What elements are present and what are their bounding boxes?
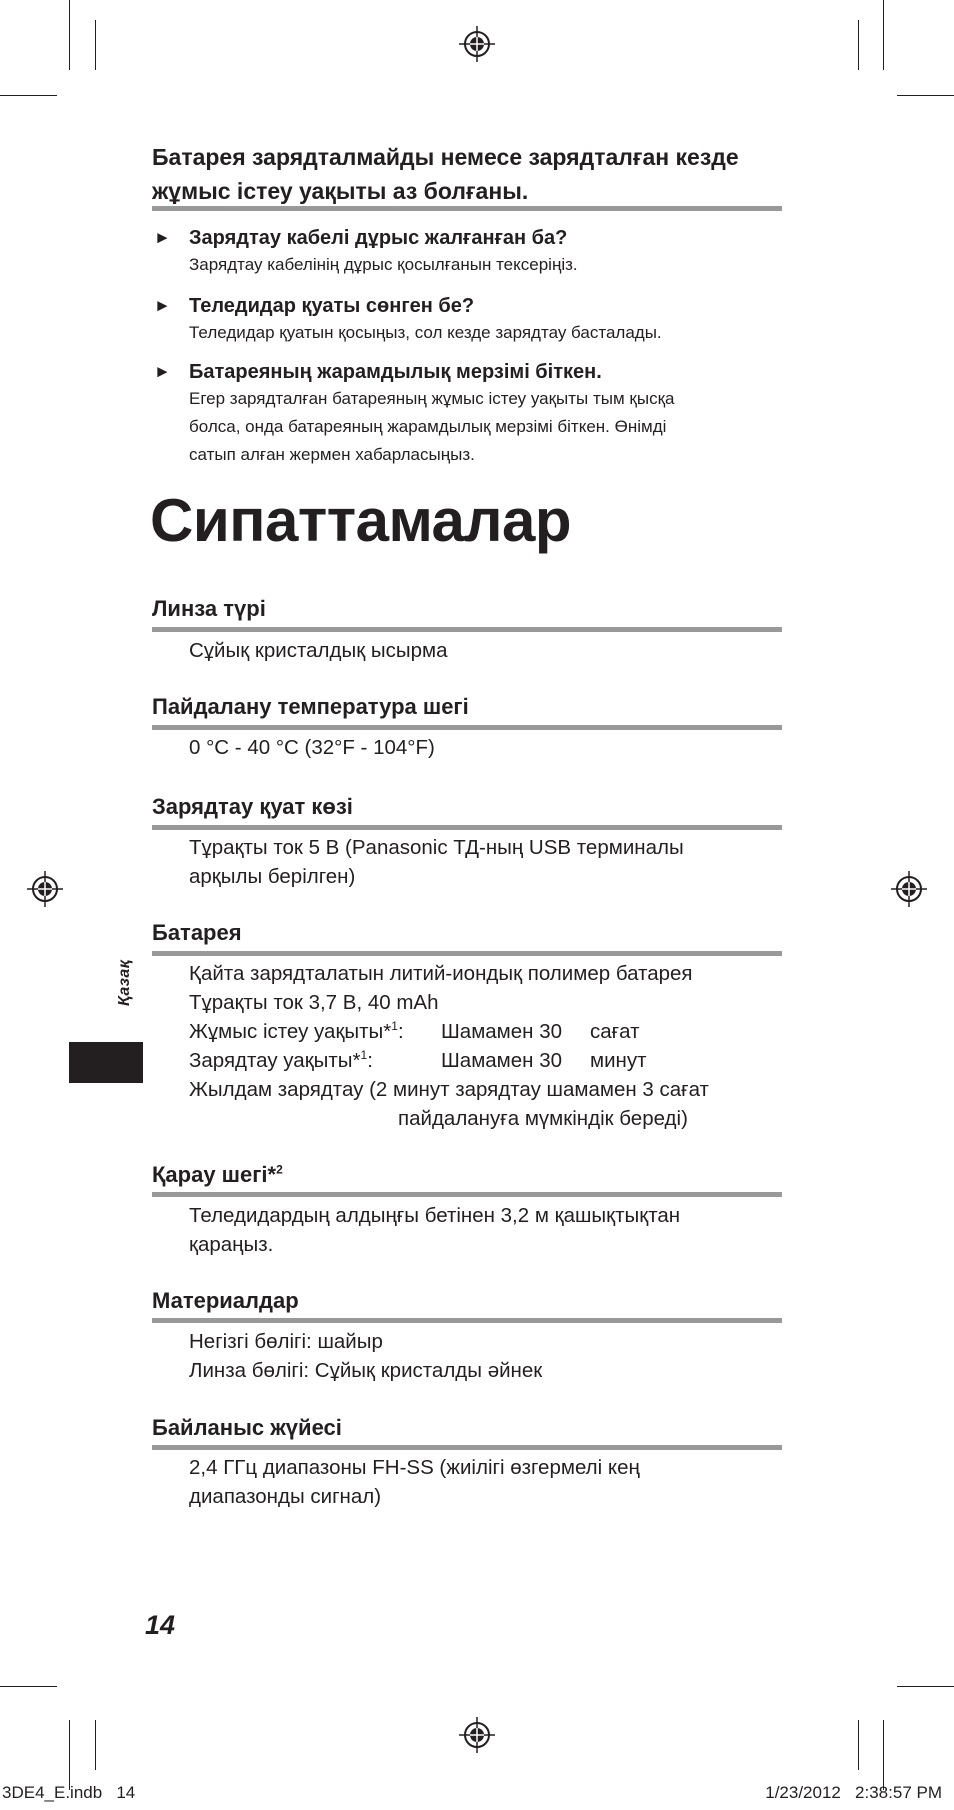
spec-row-value: Шамамен 30	[441, 1049, 562, 1072]
answer-line: Егер зарядталған батареяның жұмыс істеу уақыты тым қысқа	[189, 389, 675, 408]
spec-line: 2,4 ГГц диапазоны FH-SS (жиілігі өзгермелі кең	[189, 1456, 640, 1479]
question-answer: Теледидар қуатын қосыңыз, сол кезде зарядтау басталады.	[189, 323, 662, 342]
footnote-ref: 2	[276, 1162, 283, 1177]
spec-line: Қайта зарядталатын литий-иондық полимер батарея	[189, 962, 693, 985]
language-tab	[69, 1042, 143, 1083]
spec-line: диапазонды сигнал)	[189, 1485, 382, 1508]
language-tab-label: Қазақ	[116, 959, 133, 1006]
spec-row-colon: :	[397, 1020, 404, 1043]
spec-line: Сұйық кристалдық ысырма	[189, 639, 448, 662]
page-title: Сипаттамалар	[150, 487, 572, 554]
registration-mark-icon	[25, 869, 65, 909]
spec-temperature-body	[189, 733, 789, 762]
crop-mark	[883, 0, 884, 70]
section-rule	[152, 951, 782, 956]
spec-comm-title: Байланыс жүйесі	[152, 1415, 342, 1440]
spec-row-unit: сағат	[590, 1020, 640, 1043]
page-number: 14	[145, 1610, 176, 1640]
crop-mark	[897, 95, 954, 96]
crop-mark	[69, 1720, 70, 1790]
spec-viewing-title-text: Қарау шегі*	[152, 1162, 277, 1187]
spec-line: қараңыз.	[189, 1233, 274, 1256]
spec-line: Жылдам зарядтау (2 минут зарядтау шамамен 3 сағат	[189, 1078, 709, 1101]
section-rule	[152, 206, 782, 211]
spec-row-label: Зарядтау уақыты*	[189, 1049, 361, 1072]
spec-comm-body	[189, 1453, 789, 1511]
crop-mark	[858, 1720, 859, 1770]
registration-mark-icon	[457, 1715, 497, 1755]
spec-lens-body	[189, 636, 789, 665]
section-rule	[152, 1318, 782, 1323]
spec-line: Негізгі бөлігі: шайыр	[189, 1330, 383, 1353]
crop-mark	[95, 1720, 96, 1770]
section-rule	[152, 627, 782, 632]
bullet-arrow-icon: ►	[154, 296, 171, 315]
question-title: Теледидар қуаты сөнген бе?	[189, 295, 475, 317]
section-rule	[152, 1192, 782, 1197]
crop-mark	[69, 0, 70, 70]
answer-line: болса, онда батареяның жарамдылық мерзімі біткен. Өнімді	[189, 417, 667, 436]
crop-mark	[0, 1686, 57, 1687]
footnote-ref: 1	[360, 1048, 368, 1063]
registration-mark-icon	[889, 869, 929, 909]
spec-row-colon: :	[367, 1049, 373, 1072]
registration-mark-icon	[457, 24, 497, 64]
spec-battery-body	[189, 959, 789, 1133]
bullet-arrow-icon: ►	[154, 228, 171, 247]
question-title: Батареяның жарамдылық мерзімі біткен.	[189, 361, 602, 383]
footnote-ref: 1	[391, 1019, 398, 1034]
spec-battery-title: Батарея	[152, 920, 242, 945]
spec-row-unit: минут	[590, 1049, 647, 1072]
bullet-arrow-icon: ►	[154, 362, 171, 381]
crop-mark	[95, 20, 96, 70]
spec-line: Линза бөлігі: Сұйық кристалды әйнек	[189, 1359, 543, 1382]
spec-line: арқылы берілген)	[189, 865, 356, 888]
spec-line: Тұрақты ток 3,7 В, 40 mAh	[189, 991, 439, 1014]
spec-row-value: Шамамен 30	[441, 1020, 562, 1043]
crop-mark	[883, 1720, 884, 1790]
question-answer	[189, 385, 789, 469]
spec-power-body	[189, 833, 789, 891]
spec-materials-body	[189, 1327, 789, 1385]
spec-viewing-body	[189, 1201, 789, 1259]
section-rule	[152, 825, 782, 830]
answer-line: сатып алған жермен хабарласыңыз.	[189, 445, 475, 464]
spec-row-charging-time	[189, 1046, 789, 1075]
troubleshoot-heading: Батарея зарядталмайды немесе зарядталған кезде жұмыс істеу уақыты аз болғаны.	[152, 144, 739, 204]
spec-power-title: Зарядтау қуат көзі	[152, 794, 353, 819]
spec-viewing-title	[152, 1160, 283, 1190]
footer-timestamp: 1/23/2012 2:38:57 PM	[765, 1783, 942, 1802]
section-rule	[152, 1445, 782, 1450]
section-rule	[152, 725, 782, 730]
spec-line: пайдалануға мүмкіндік береді)	[398, 1107, 688, 1130]
footer-file-info: 3DE4_E.indb 14	[2, 1783, 136, 1802]
spec-line: Тұрақты ток 5 В (Panasonic ТД-ның USB терминалы	[189, 836, 684, 859]
crop-mark	[0, 95, 57, 96]
spec-line: 0 °C - 40 °C (32°F - 104°F)	[189, 736, 435, 759]
spec-row-label: Жұмыс істеу уақыты*	[189, 1020, 392, 1043]
crop-mark	[858, 20, 859, 70]
crop-mark	[897, 1686, 954, 1687]
spec-lens-title: Линза түрі	[152, 596, 266, 621]
spec-row-operating-time	[189, 1017, 789, 1046]
spec-temperature-title: Пайдалану температура шегі	[152, 694, 469, 719]
spec-materials-title: Материалдар	[152, 1288, 299, 1313]
spec-line: Теледидардың алдыңғы бетінен 3,2 м қашықтықтан	[189, 1204, 681, 1227]
question-answer: Зарядтау кабелінің дұрыс қосылғанын тексеріңіз.	[189, 255, 578, 274]
question-title: Зарядтау кабелі дұрыс жалғанған ба?	[189, 227, 568, 249]
